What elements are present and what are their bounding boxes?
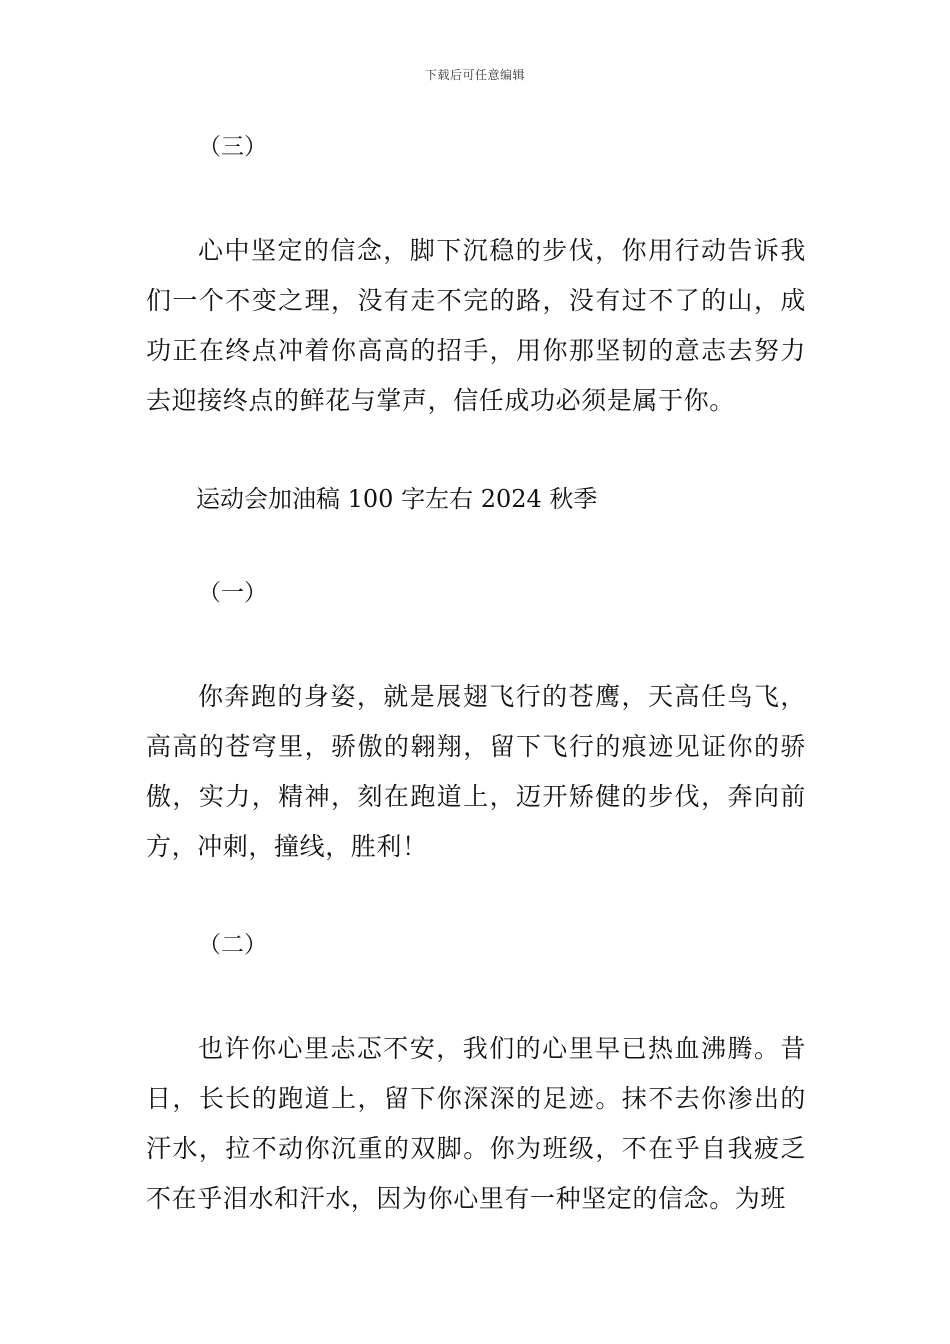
article-title: 运动会加油稿 100 字左右 2024 秋季: [196, 485, 598, 513]
section-paragraph: 也许你心里忐忑不安，我们的心里早已热血沸腾。昔日，长长的跑道上，留下你深深的足迹。抹不去你渗出的汗水，拉不动你沉重的双脚。你为班级，不在乎自我疲乏不在乎泪水和汗水，因为你心里有一种坚定的信念。为班: [146, 1034, 806, 1213]
section-label: （一）: [198, 580, 267, 606]
section-label: （三）: [198, 134, 267, 160]
page-header: 下载后可任意编辑: [424, 68, 525, 82]
section-paragraph: 心中坚定的信念，脚下沉稳的步伐，你用行动告诉我们一个不变之理，没有走不完的路，没有过不了的山，成功正在终点冲着你高高的招手，用你那坚韧的意志去努力去迎接终点的鲜花与掌声，信任成功必须是属于你。: [146, 236, 806, 415]
section-paragraph: 你奔跑的身姿，就是展翅飞行的苍鹰，天高任鸟飞，高高的苍穹里，骄傲的翱翔，留下飞行的痕迹见证你的骄傲，实力，精神，刻在跑道上，迈开矫健的步伐，奔向前方，冲刺，撞线，胜利！: [146, 682, 806, 861]
document-body: [146, 130, 806, 1224]
section-label: （二）: [198, 932, 267, 958]
